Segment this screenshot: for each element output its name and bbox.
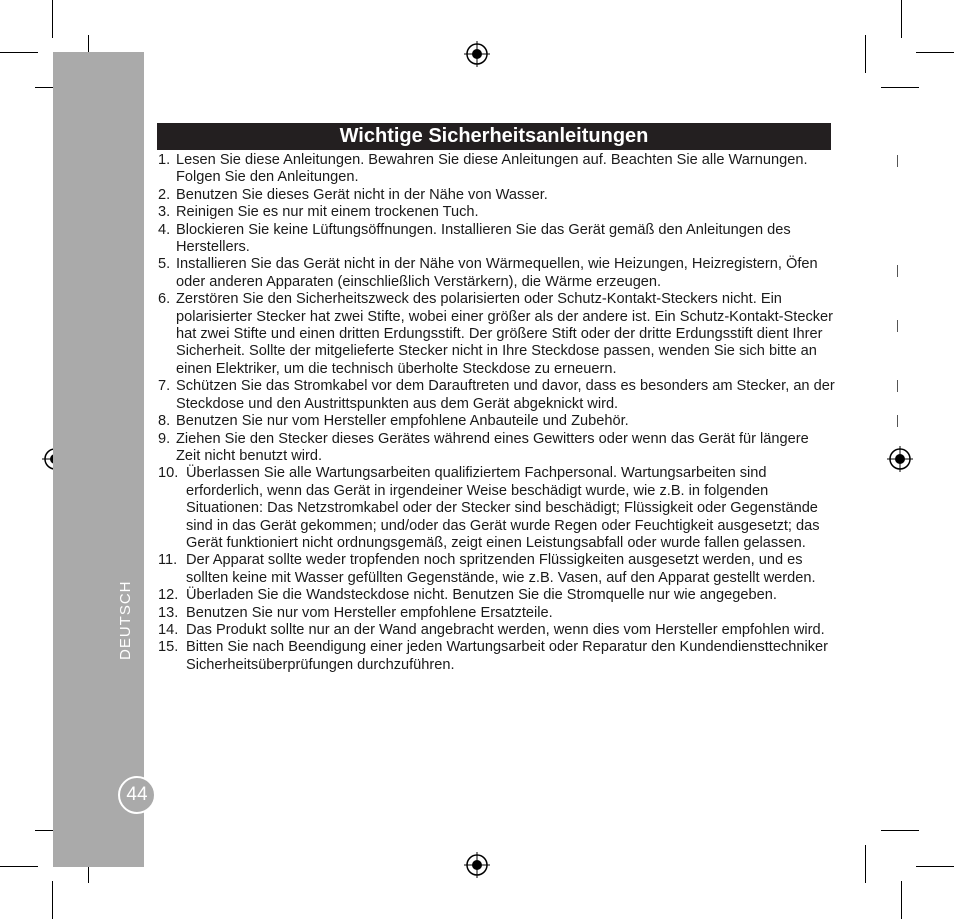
registration-mark-icon <box>887 446 913 472</box>
list-item <box>158 465 836 552</box>
crop-mark <box>901 0 902 38</box>
item-number: 15. <box>158 639 179 656</box>
list-item <box>158 378 836 413</box>
item-text: Überlassen Sie alle Wartungsarbeiten qualifiziertem Fachpersonal. Wartungsarbeiten sind erforderlich, wenn das Gerät in irgendeiner Weise beschädigt wurde, wie z.B. in folgenden Situationen: Das Netzstromkabel oder der Stecker sind beschädigt; Flüssigkeit oder Gegenstände sind in das Gerät gekommen; und/oder das Gerät wurde Regen oder Feuchtigkeit ausgesetzt; das Gerät funktioniert nicht ordnungsgemäß, zeigt einen Leistungsabfall oder wurde fallen gelassen. <box>186 465 820 551</box>
section-title: Wichtige Sicherheitsanleitungen <box>157 123 831 150</box>
item-number: 11. <box>158 552 178 569</box>
item-number: 8. <box>158 413 171 430</box>
list-item <box>158 187 836 204</box>
list-item <box>158 204 836 221</box>
item-number: 9. <box>158 430 171 447</box>
item-text: Benutzen Sie nur vom Hersteller empfohlene Anbauteile und Zubehör. <box>176 413 629 430</box>
facing-page-bleed <box>897 380 910 392</box>
crop-mark <box>881 87 919 88</box>
item-text: Bitten Sie nach Beendigung einer jeden Wartungsarbeit oder Reparatur den Kundendiensttechniker Sicherheitsüberprüfungen durchzuführen. <box>186 639 829 673</box>
facing-page-bleed <box>897 155 910 167</box>
item-number: 13. <box>158 604 179 621</box>
item-text: Der Apparat sollte weder tropfenden noch spritzenden Flüssigkeiten ausgesetzt werden, und es sollten keine mit Wasser gefüllten Gegenstände, wie z.B. Vasen, auf den Apparat gestellt werden. <box>186 552 816 586</box>
list-item <box>158 587 836 604</box>
item-text: Zerstören Sie den Sicherheitszweck des polarisierten oder Schutz-Kontakt-Steckers nicht. Ein polarisierter Stecker hat zwei Stifte, wobei einer größer als der andere ist. Ein Schutz-Kontakt-Stecker hat zwei Stifte und einen dritten Erdungsstift. Der größere Stift oder der dritte Erdungsstift dient Ihrer Sicherheit. Sollte der mitgelieferte Stecker nicht in Ihre Steckdose passen, wenden Sie sich bitte an einen Elektriker, um die technisch überholte Steckdose zu erneuern. <box>176 291 834 377</box>
facing-page-bleed <box>897 320 910 332</box>
crop-mark <box>52 0 53 38</box>
item-number: 14. <box>158 621 179 638</box>
list-item <box>158 256 836 291</box>
crop-mark <box>865 35 866 73</box>
item-text: Schützen Sie das Stromkabel vor dem Darauftreten und davor, dass es besonders am Stecker, an der Steckdose und den Austrittspunkten aus dem Gerät abgeknickt wird. <box>176 378 835 412</box>
item-number: 1. <box>158 152 171 168</box>
registration-mark-icon <box>464 852 490 878</box>
page-number-badge: 44 <box>118 776 156 814</box>
crop-mark <box>865 845 866 883</box>
list-item <box>158 222 836 257</box>
item-text: Reinigen Sie es nur mit einem trockenen Tuch. <box>176 204 479 221</box>
item-text: Installieren Sie das Gerät nicht in der Nähe von Wärmequellen, wie Heizungen, Heizregistern, Öfen oder anderen Apparaten (einschließlich Verstärkern), die Wärme erzeugen. <box>176 256 818 290</box>
item-number: 3. <box>158 204 171 221</box>
item-number: 4. <box>158 221 171 238</box>
list-item <box>158 413 836 430</box>
facing-page-bleed <box>897 265 910 277</box>
item-number: 12. <box>158 587 179 604</box>
list-item <box>158 291 836 378</box>
item-text: Benutzen Sie nur vom Hersteller empfohlene Ersatzteile. <box>186 604 553 621</box>
list-item <box>158 605 836 622</box>
item-text: Blockieren Sie keine Lüftungsöffnungen. Installieren Sie das Gerät gemäß den Anleitungen des Herstellers. <box>176 221 791 256</box>
item-text: Das Produkt sollte nur an der Wand angebracht werden, wenn dies vom Hersteller empfohlen wird. <box>186 621 825 638</box>
crop-mark <box>916 866 954 867</box>
list-item <box>158 622 836 639</box>
item-number: 6. <box>158 291 171 308</box>
list-item <box>158 639 836 674</box>
item-number: 10. <box>158 465 179 482</box>
list-item <box>158 152 836 187</box>
item-text: Benutzen Sie dieses Gerät nicht in der Nähe von Wasser. <box>176 186 548 203</box>
crop-mark <box>881 830 919 831</box>
safety-instructions-list <box>158 152 836 674</box>
item-text: Überladen Sie die Wandsteckdose nicht. Benutzen Sie die Stromquelle nur wie angegeben. <box>186 587 777 604</box>
crop-mark <box>901 881 902 919</box>
facing-page-bleed <box>897 415 910 427</box>
language-label: DEUTSCH <box>117 580 134 660</box>
item-number: 2. <box>158 186 171 203</box>
list-item <box>158 431 836 466</box>
crop-mark <box>0 866 38 867</box>
crop-mark <box>916 52 954 53</box>
registration-mark-icon <box>464 41 490 67</box>
sidebar-panel <box>53 52 144 867</box>
crop-mark <box>0 52 38 53</box>
item-text: Ziehen Sie den Stecker dieses Gerätes während eines Gewitters oder wenn das Gerät für längere Zeit nicht benutzt wird. <box>176 430 809 464</box>
crop-mark <box>52 881 53 919</box>
list-item <box>158 552 836 587</box>
item-number: 5. <box>158 256 171 273</box>
item-number: 7. <box>158 378 171 395</box>
item-text: Lesen Sie diese Anleitungen. Bewahren Sie diese Anleitungen auf. Beachten Sie alle Warnungen. Folgen Sie den Anleitungen. <box>176 152 808 186</box>
